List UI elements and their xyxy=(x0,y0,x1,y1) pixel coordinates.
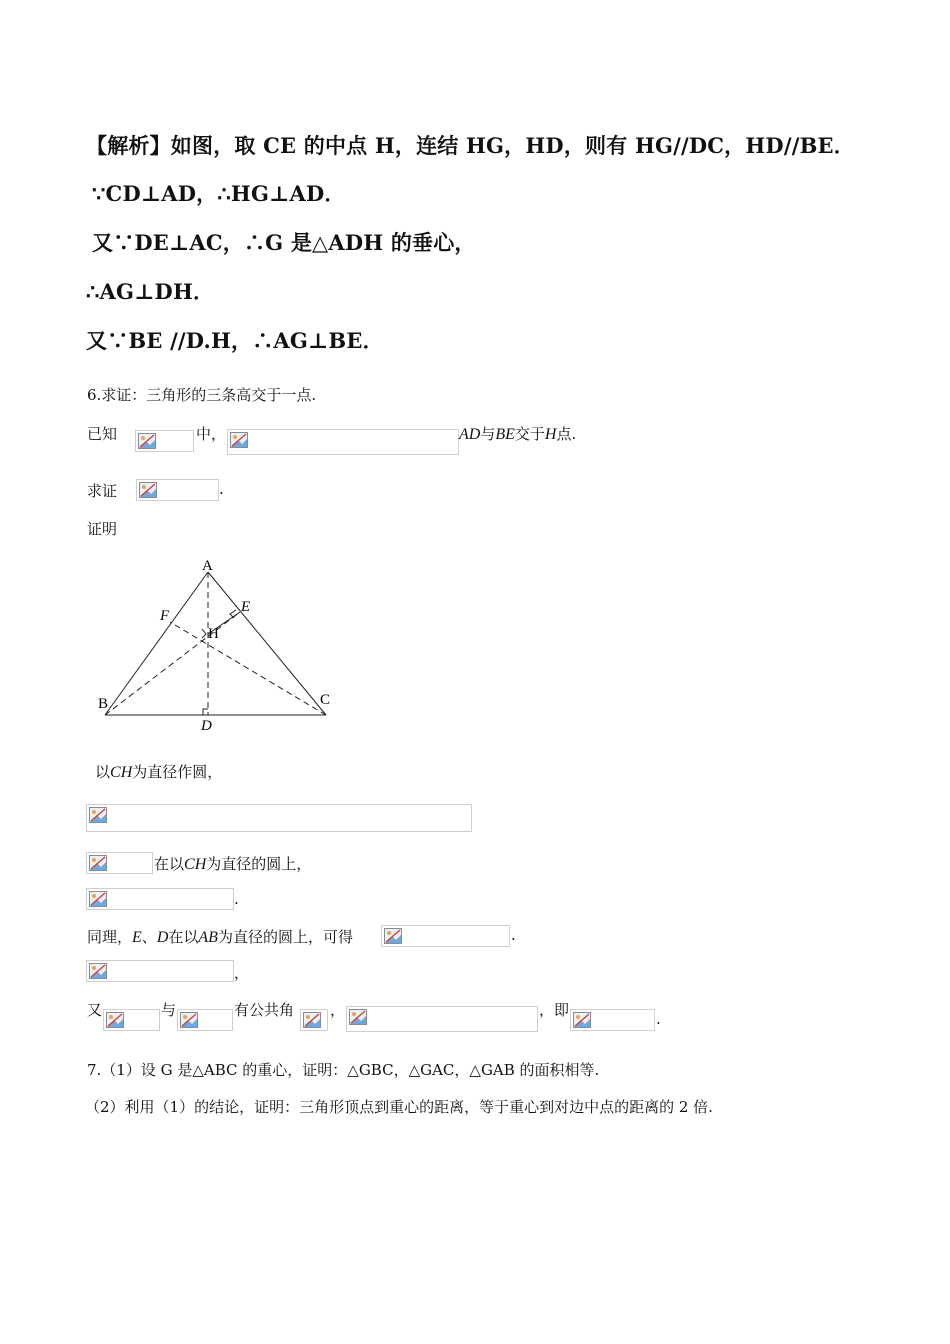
step7-you: 又 xyxy=(87,1001,103,1019)
broken-image-icon xyxy=(89,891,107,907)
broken-image xyxy=(86,960,234,982)
known-label: 已知 xyxy=(87,425,118,443)
broken-image-icon xyxy=(138,433,156,449)
label-e: E xyxy=(241,599,251,615)
broken-image xyxy=(381,925,510,947)
step3 xyxy=(154,853,311,874)
step1-ch: CH xyxy=(110,764,133,781)
label-c: C xyxy=(320,692,331,708)
known-ad: AD xyxy=(459,426,481,443)
broken-image-icon xyxy=(230,432,248,448)
step5-end: . xyxy=(511,926,516,944)
broken-image xyxy=(177,1009,233,1031)
step5 xyxy=(87,926,353,947)
label-d: D xyxy=(201,718,212,734)
analysis-line-2: ∵CD⊥AD，∴HG⊥AD． xyxy=(92,181,346,206)
step7-end: . xyxy=(656,1010,661,1028)
analysis-line-5: 又∵BE //D.H，∴AG⊥BE． xyxy=(86,328,384,353)
label-h: H xyxy=(208,626,219,642)
altitude-cf xyxy=(170,622,326,715)
step5-e: E xyxy=(132,929,142,946)
step5-b: 在以 xyxy=(168,928,199,946)
analysis-line-1: 【解析】如图，取 CE 的中点 H，连结 HG，HD，则有 HG//DC，HD//BE． xyxy=(86,133,855,158)
broken-image-icon xyxy=(139,482,157,498)
step1 xyxy=(95,761,222,782)
broken-image-icon xyxy=(349,1009,367,1025)
broken-image-icon xyxy=(384,928,402,944)
step5-sep: 、 xyxy=(141,928,157,946)
side-ac xyxy=(208,572,326,715)
known-mid: 中， xyxy=(196,425,227,443)
problem7-q2: （2）利用（1）的结论，证明：三角形顶点到重心的距离，等于重心到对边中点的距离的 2 倍. xyxy=(85,1098,713,1116)
analysis-line-4: ∴AG⊥DH． xyxy=(86,279,215,304)
broken-image xyxy=(86,804,472,832)
prove-label: 求证 xyxy=(87,482,118,500)
broken-image xyxy=(570,1009,655,1031)
label-b: B xyxy=(98,696,109,712)
broken-image xyxy=(346,1006,538,1032)
broken-image xyxy=(86,852,153,874)
broken-image xyxy=(103,1009,160,1031)
broken-image xyxy=(227,429,459,455)
step5-c: 为直径的圆上，可得 xyxy=(217,928,353,946)
step1-a: 以 xyxy=(95,763,111,781)
right-angle-h xyxy=(202,629,206,638)
altitude-be xyxy=(105,612,240,715)
broken-image xyxy=(135,430,194,452)
side-ab xyxy=(105,572,208,715)
label-f: F xyxy=(160,608,170,624)
broken-image xyxy=(136,479,219,501)
broken-image-icon xyxy=(89,855,107,871)
broken-image-icon xyxy=(89,807,107,823)
step5-a: 同理， xyxy=(87,928,133,946)
triangle-figure xyxy=(90,552,340,737)
known-be: BE xyxy=(495,426,515,443)
known-jiao: 交于 xyxy=(514,425,545,443)
step3-a: 在以 xyxy=(154,855,185,873)
step7-ji: ，即 xyxy=(539,1001,570,1019)
broken-image xyxy=(300,1009,328,1031)
broken-image-icon xyxy=(89,963,107,979)
broken-image-icon xyxy=(573,1012,591,1028)
prove-end: . xyxy=(219,480,224,498)
broken-image-icon xyxy=(180,1012,198,1028)
problem7-q1: 7.（1）设 G 是△ABC 的重心，证明：△GBC，△GAC，△GAB 的面积相等. xyxy=(87,1061,600,1079)
step3-ch: CH xyxy=(184,856,207,873)
step3-b: 为直径的圆上， xyxy=(206,855,312,873)
broken-image-icon xyxy=(106,1012,124,1028)
analysis-line-3: 又∵DE⊥AC，∴G 是△ADH 的垂心， xyxy=(92,230,476,255)
proof-label: 证明 xyxy=(87,520,118,538)
step7-comma: ， xyxy=(330,1001,346,1019)
step5-d: D xyxy=(156,929,169,946)
known-yu: 与 xyxy=(480,425,496,443)
step7-yu: 与 xyxy=(161,1001,177,1019)
label-a: A xyxy=(202,558,213,574)
known-h: H xyxy=(544,426,557,443)
known-end: 点. xyxy=(556,425,577,443)
step4-end: . xyxy=(234,890,239,908)
step7-gong: 有公共角 xyxy=(234,1001,295,1019)
broken-image xyxy=(86,888,234,910)
problem6-title: 6.求证：三角形的三条高交于一点. xyxy=(87,386,317,404)
step6-end: ， xyxy=(234,964,250,982)
known-tail xyxy=(459,423,576,444)
step5-ab: AB xyxy=(198,929,218,946)
step1-b: 为直径作圆， xyxy=(132,763,223,781)
right-angle-e xyxy=(230,610,236,618)
broken-image-icon xyxy=(303,1012,321,1028)
right-angle-d xyxy=(203,709,208,715)
